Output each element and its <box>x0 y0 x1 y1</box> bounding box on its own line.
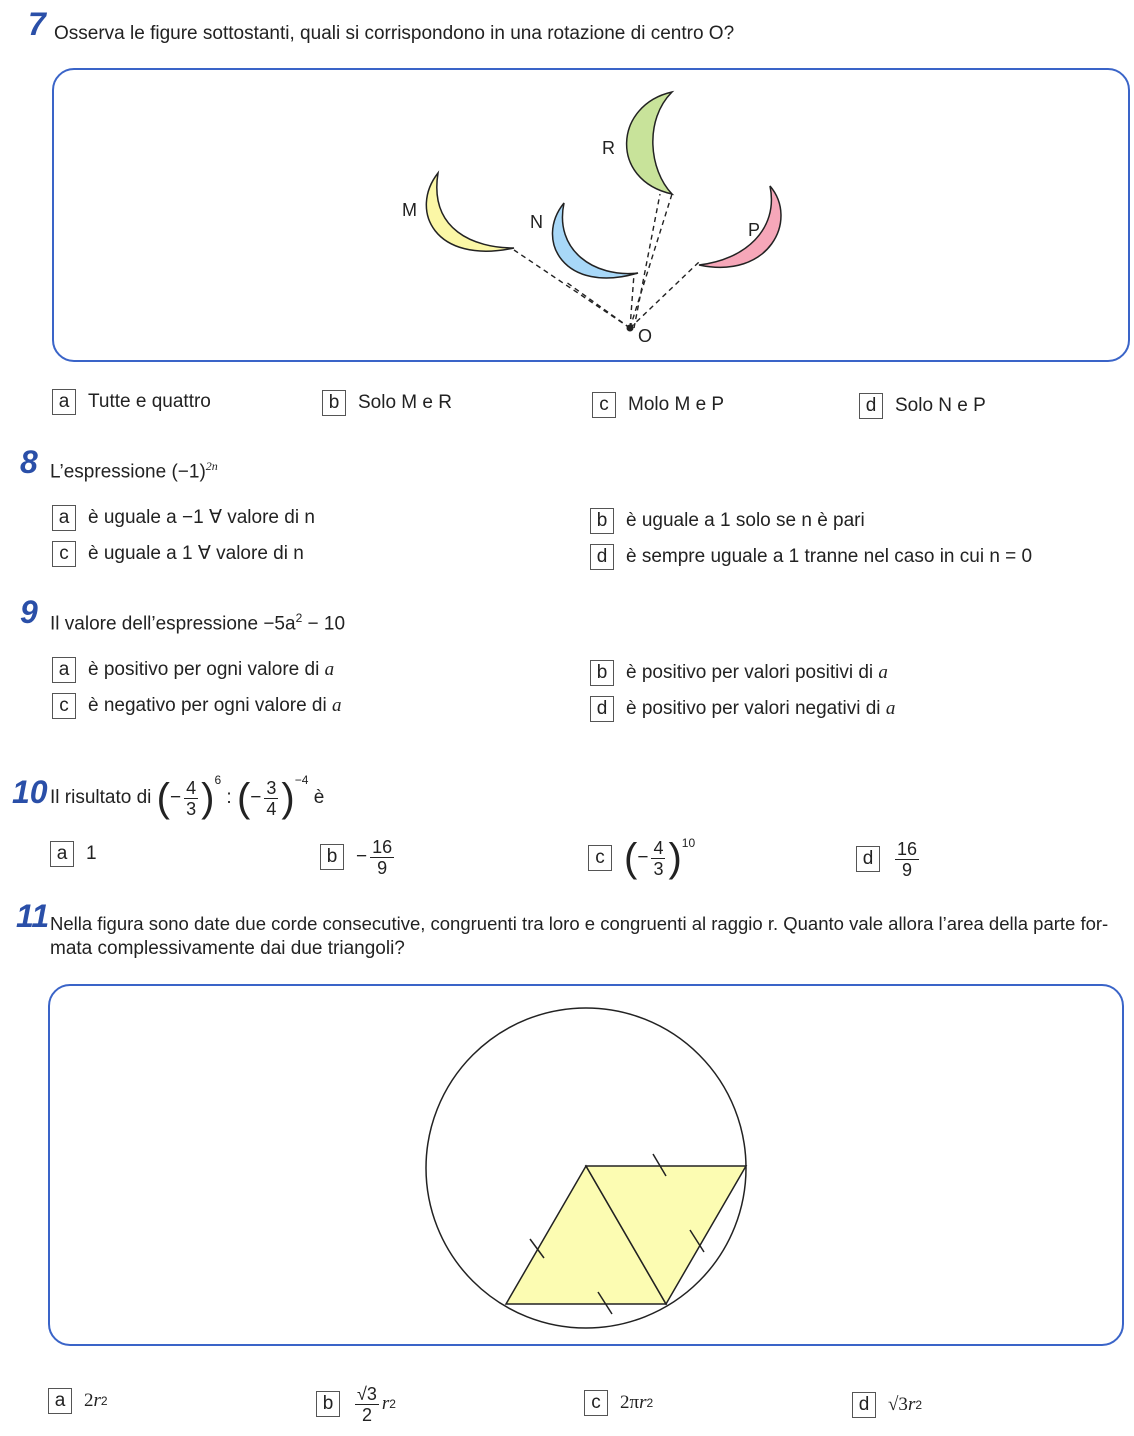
moon-r <box>627 92 672 194</box>
q9-expression: Il valore dell’espressione −5a <box>50 613 296 635</box>
option-var: a <box>332 695 342 716</box>
option-text: 1 <box>86 843 97 864</box>
q8-option-b[interactable] <box>590 508 865 534</box>
q9-option-d[interactable] <box>590 696 895 722</box>
option-text: è positivo per valori positivi di <box>626 662 874 683</box>
question-9-number: 9 <box>20 594 38 630</box>
option-var: r <box>381 1393 390 1414</box>
option-text: è sempre uguale a 1 tranne nel caso in cui n = 0 <box>626 546 1033 567</box>
option-text: è positivo per ogni valore di <box>88 659 320 680</box>
moon-p <box>699 186 781 267</box>
option-exponent: 2 <box>389 1397 396 1411</box>
option-text: è negativo per ogni valore di <box>88 695 327 716</box>
question-11-number: 11 <box>16 898 50 934</box>
option-text: Molo M e P <box>628 394 725 415</box>
q9-option-a[interactable] <box>52 657 334 683</box>
dashed-line-n2 <box>566 282 630 328</box>
question-10-number: 10 <box>12 774 48 810</box>
option-text: è uguale a 1 ∀ valore di n <box>88 543 304 564</box>
circle-figure-box <box>48 984 1124 1346</box>
q10-option-d[interactable] <box>856 834 922 884</box>
option-letter: b <box>590 508 614 534</box>
question-10-text: Il risultato di ( − $\frac{4}{3}$ ) $^6$ : ( − $\frac{3}{4}$ ) $^{-4}$ è <box>50 768 324 828</box>
moon-m <box>426 173 514 251</box>
question-8-text <box>50 454 218 484</box>
point-o <box>627 325 634 332</box>
q10-intro: Il risultato di <box>50 787 152 808</box>
option-letter: b <box>322 390 346 416</box>
q9-expression-tail: − 10 <box>302 613 346 635</box>
q9-option-c[interactable] <box>52 693 342 719</box>
q10-fraction-2: $\frac{3}{4}$ <box>266 777 277 819</box>
q10-exponent-1: 6 <box>214 773 222 787</box>
option-exponent: 2 <box>915 1398 923 1412</box>
option-coef: 2π <box>620 1392 640 1413</box>
question-7-number: 7 <box>28 6 46 42</box>
option-sign: − <box>356 846 368 867</box>
q10-option-a[interactable] <box>50 841 97 867</box>
question-11-text-line2: mata complessivamente dai due triangoli? <box>50 938 405 959</box>
q10-option-b[interactable] <box>320 832 397 882</box>
option-var: r <box>907 1394 916 1415</box>
question-9-text <box>50 606 345 636</box>
option-letter: c <box>584 1390 608 1416</box>
circle-figure <box>50 986 1122 1344</box>
q8-option-a[interactable] <box>52 505 315 531</box>
q9-exponent: 2 <box>295 611 303 625</box>
option-sign: − <box>637 847 649 868</box>
option-letter: a <box>48 1388 72 1414</box>
option-text: Solo M e R <box>358 392 452 413</box>
option-coef: 2 <box>84 1390 94 1411</box>
option-letter: a <box>52 389 76 415</box>
option-letter: b <box>316 1391 340 1417</box>
q10-fraction-1: $\frac{4}{3}$ <box>186 777 197 819</box>
dashed-line-n <box>630 274 634 328</box>
q10-colon: : <box>226 787 232 808</box>
moon-n <box>552 203 638 278</box>
option-coef: √3 <box>888 1394 908 1415</box>
option-letter: c <box>588 845 612 871</box>
option-fraction: $\frac{√3}{2}$ <box>357 1383 377 1425</box>
option-letter: d <box>590 544 614 570</box>
option-text: è uguale a −1 ∀ valore di n <box>88 507 315 528</box>
option-letter: a <box>52 657 76 683</box>
q11-option-a[interactable] <box>48 1388 108 1414</box>
option-fraction: $\frac{16}{9}$ <box>897 838 918 880</box>
question-8-number: 8 <box>20 444 38 480</box>
q9-option-b[interactable] <box>590 660 888 686</box>
q8-option-d[interactable] <box>590 544 1032 570</box>
option-var: r <box>93 1390 101 1411</box>
option-text: Tutte e quattro <box>88 391 211 412</box>
question-7-text: Osserva le figure sottostanti, quali si corrispondono in una rotazione di centro O? <box>54 23 735 44</box>
q10-minus-1: − <box>169 787 182 808</box>
dashed-line-p <box>630 262 699 328</box>
option-fraction: $\frac{4}{3}$ <box>653 837 664 879</box>
label-r: R <box>602 138 615 158</box>
q10-minus-2: − <box>250 787 262 808</box>
option-exponent: 10 <box>681 836 696 850</box>
option-letter: c <box>52 693 76 719</box>
option-letter: c <box>592 392 616 418</box>
option-letter: d <box>852 1392 876 1418</box>
label-p: P <box>748 220 761 240</box>
q11-option-c[interactable] <box>584 1390 653 1416</box>
option-letter: d <box>859 393 883 419</box>
dashed-line-r2 <box>634 194 660 328</box>
label-n: N <box>530 212 543 232</box>
rotation-figure-box <box>52 68 1130 362</box>
q10-outro: è <box>313 787 325 808</box>
option-var: a <box>885 698 896 719</box>
option-letter: b <box>320 844 344 870</box>
option-var: a <box>878 662 888 683</box>
question-11-text-line1: Nella figura sono date due corde consecutive, congruenti tra loro e congruenti al raggio r. Quanto vale allora l’area della parte for- <box>50 913 1109 934</box>
label-m: M <box>402 200 417 220</box>
q10-option-c[interactable]: c ( − $\frac{4}{3}$ ) $^{10}$ <box>588 830 695 886</box>
rotation-figure <box>54 70 1128 360</box>
q10-exponent-2: −4 <box>294 773 309 787</box>
q8-exponent: 2n <box>205 459 218 473</box>
option-letter: d <box>856 846 880 872</box>
option-text: è uguale a 1 solo se n è pari <box>626 510 865 531</box>
q11-option-b[interactable] <box>316 1378 396 1430</box>
q7-option-d[interactable] <box>859 393 986 419</box>
option-exponent: 2 <box>646 1396 654 1410</box>
option-letter: a <box>50 841 74 867</box>
option-fraction: $\frac{16}{9}$ <box>372 836 393 878</box>
option-var: a <box>324 659 335 680</box>
label-o: O <box>638 326 653 346</box>
option-var: r <box>639 1392 647 1413</box>
q7-option-c[interactable] <box>592 392 724 418</box>
option-text: Solo N e P <box>895 395 986 416</box>
option-letter: b <box>590 660 614 686</box>
q8-expression: L’espressione (−1) <box>50 461 206 483</box>
option-exponent: 2 <box>100 1394 108 1408</box>
q8-option-c[interactable] <box>52 541 304 567</box>
option-letter: d <box>590 696 614 722</box>
q7-option-b[interactable] <box>322 390 452 416</box>
option-letter: a <box>52 505 76 531</box>
q11-option-d[interactable] <box>852 1392 922 1418</box>
option-text: è positivo per valori negativi di <box>626 698 881 719</box>
option-letter: c <box>52 541 76 567</box>
q7-option-a[interactable] <box>52 389 211 415</box>
